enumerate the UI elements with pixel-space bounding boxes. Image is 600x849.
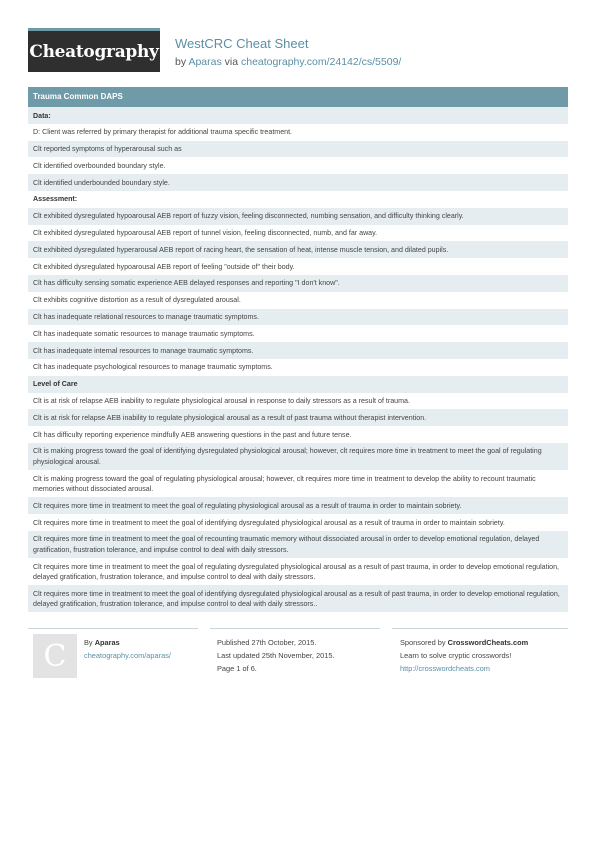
sponsor-link[interactable]: http://crosswordcheats.com [400,664,490,673]
list-item: Clt reported symptoms of hyperarousal such as [28,141,568,158]
footer-divider [210,628,380,629]
list-item: Clt identified overbounded boundary style. [33,161,166,170]
section-subheading: Level of Care [28,376,568,393]
footer-sponsor [400,636,528,675]
section-rows [28,107,568,612]
list-item: Clt has difficulty sensing somatic experience AEB delayed responses and reporting "I don't know". [28,275,568,292]
list-item: Clt requires more time in treatment to meet the goal of recounting traumatic memory without dissociated arousal in order to develop emotional regulation, delayed gratification, frustration tolerance, and impulse control to deal with daily stressors. [28,531,568,558]
updated-date: Last updated 25th November, 2015. [217,651,335,660]
byline [175,56,401,68]
list-item: Clt is making progress toward the goal of regulating physiological arousal; however, clt requires more time in treatment to develop the ability to recount traumatic memories without dissociated arousal. [33,474,536,494]
footer-dates [217,636,335,675]
list-item: Clt has difficulty reporting experience mindfully AEB answering questions in the past and future tense. [33,430,352,439]
via-label: via [224,56,239,68]
list-item: Clt exhibits cognitive distortion as a result of dysregulated arousal. [33,296,241,305]
list-item: Clt is making progress toward the goal of identifying dysregulated physiological arousal; however, clt requires more time in treatment to meet the goal of regulating physiological arousal. [28,443,568,470]
list-item: Clt requires more time in treatment to meet the goal of identifying dysregulated physiological arousal as a result of past trauma, in order to develop emotional regulation, delayed gratification, frustration tolerance, and impulse control to deal with daily stressors.. [28,585,568,612]
avatar-letter: C [43,638,67,674]
list-item: Clt is at risk of relapse AEB inability to regulate physiological arousal in response to daily stressors as a result of trauma. [33,397,410,406]
list-item: Clt requires more time in treatment to meet the goal of regulating physiological arousal as a result of trauma in order to maintain sobriety. [28,497,568,514]
section-trauma-common-daps [28,87,568,612]
published-date: Published 27th October, 2015. [217,638,317,647]
list-item: Clt requires more time in treatment to meet the goal of regulating dysregulated physiological arousal as a result of past trauma, in order to develop emotional regulation, delayed gratification, frustration tolerance, and impulse control to deal with daily stressors. [33,562,560,582]
sponsor-name: CrosswordCheats.com [447,638,529,647]
list-item: Clt has inadequate internal resources to manage traumatic symptoms. [28,342,568,359]
cheatography-logo[interactable] [28,28,160,72]
title-block [175,36,401,68]
footer-divider [28,628,198,629]
footer-author-name: Aparas [94,638,120,647]
list-item: Clt is at risk for relapse AEB inability to regulate physiological arousal as a result of past trauma without therapist intervention. [28,409,568,426]
by-prefix: by [175,56,187,68]
list-item: Clt requires more time in treatment to meet the goal of identifying dysregulated physiological arousal as a result of trauma in order to maintain sobriety. [33,518,505,527]
footer-author-link[interactable]: cheatography.com/aparas/ [84,651,171,660]
sponsor-prefix: Sponsored by [400,638,446,647]
list-item: Clt exhibited dysregulated hypoarousal AEB report of tunnel vision, feeling disconnected, numb, and far away. [33,229,378,238]
section-subheading: Assessment: [33,195,78,204]
list-item: Clt has inadequate relational resources to manage traumatic symptoms. [28,309,568,326]
author-link[interactable]: Aparas [188,56,222,68]
sheet-url-link[interactable]: cheatography.com/24142/cs/5509/ [241,56,402,68]
list-item: Clt exhibited dysregulated hyperarousal AEB report of racing heart, the sensation of heat, intense muscle tension, and dilated pupils. [28,241,568,258]
author-avatar[interactable] [33,634,77,678]
list-item: Clt exhibited dysregulated hypoarousal AEB report of fuzzy vision, feeling disconnected, numbing sensation, and difficulty thinking clearly. [28,208,568,225]
section-subheading: Data: [28,107,568,124]
footer-divider [392,628,568,629]
sponsor-tagline: Learn to solve cryptic crosswords! [400,651,512,660]
section-header: Trauma Common DAPS [28,87,568,107]
list-item: Clt exhibited dysregulated hypoarousal AEB report of feeling "outside of" their body. [33,262,295,271]
page-title: WestCRC Cheat Sheet [175,36,309,51]
list-item: Clt identified underbounded boundary style. [28,174,568,191]
logo-text: Cheatography [29,41,159,62]
page-number: Page 1 of 6. [217,664,257,673]
list-item: Clt has inadequate somatic resources to manage traumatic symptoms. [33,329,255,338]
list-item: Clt has inadequate psychological resources to manage traumatic symptoms. [33,363,273,372]
list-item: D: Client was referred by primary therapist for additional trauma specific treatment. [33,128,293,137]
footer-author [84,636,171,662]
footer-by-label: By [84,638,93,647]
